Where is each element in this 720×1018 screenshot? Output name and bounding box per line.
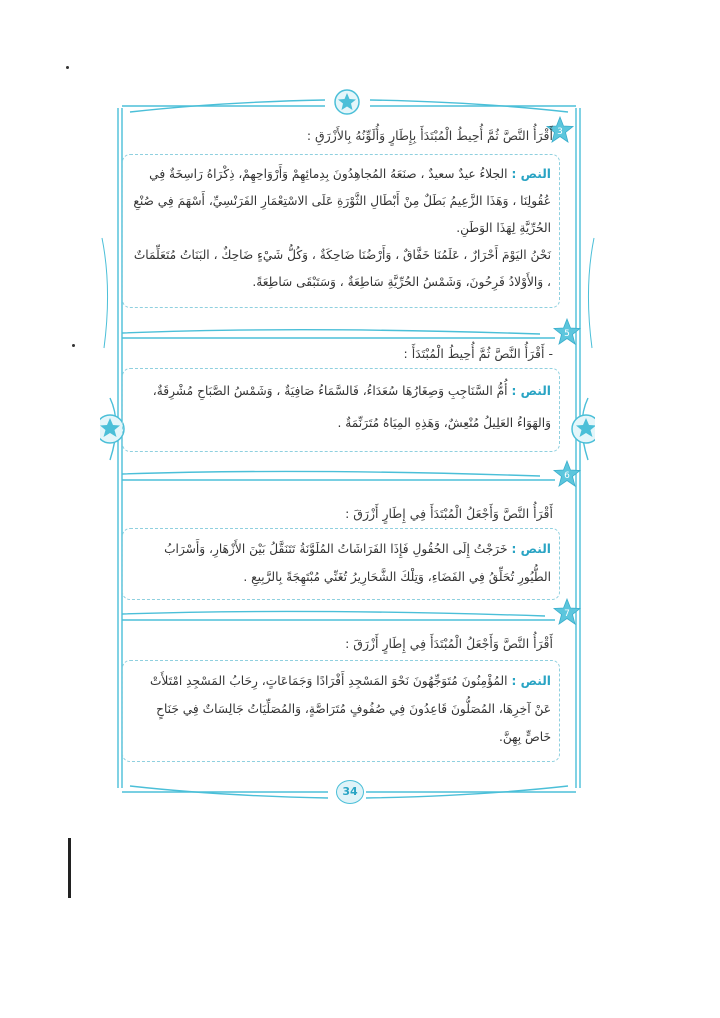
text-label: النص : — [511, 674, 551, 688]
paragraph: نَحْنُ اليَوْمَ أَحْرَارٌ ، عَلَمُنَا خَفَّاقٌ ، وَأَرْضُنَا ضَاحِكَةٌ ، وَكُلُّ شَيْءٍ ضَاحِكٌ ، البَنَاتُ مُتَعَلِّمَاتٌ ، وَالأَوْلادُ فَرِحُونَ، وَشَمْسُ الحُرِّيَّةِ سَاطِعَةٌ ، وَسَتَبْقَى سَاطِعَةً. — [133, 248, 551, 289]
exercise-number: 6 — [564, 471, 570, 481]
exercise-text-box — [122, 528, 560, 600]
exercise-text-box — [122, 154, 560, 308]
paragraph: المُؤْمِنُونَ مُتَوَجِّهُونَ نَحْوَ المَسْجِدِ أَفْرَادًا وَجَمَاعَاتٍ، رِحَابُ المَسْجِدِ امْتَلأَتْ عَنْ آخِرِهَا، المُصَلُّونَ قَاعِدُونَ فِي صُفُوفٍ مُتَرَاصَّةٍ، وَالمُصَلِّيَاتُ جَالِسَاتٌ فِي جَنَاحٍ خَاصٍّ بِهِنَّ. — [149, 674, 551, 744]
exercise-instruction: أَقْرَأُ النَّصَّ وَأَجْعَلُ الْمُبْتَدَأَ فِي إِطَارٍ أَزْرَقَ : — [345, 636, 553, 651]
exercise-instruction: - أَقْرَأُ النَّصَّ ثُمَّ أُحِيطُ الْمُبْتَدَأَ : — [403, 346, 553, 361]
exercise-number-star — [552, 318, 582, 348]
exercise-text-box — [122, 368, 560, 452]
text-label: النص : — [511, 542, 551, 556]
exercise-number-star — [552, 460, 582, 490]
exercise-number-star — [552, 598, 582, 628]
exercise-number: 5 — [564, 329, 570, 339]
paragraph: خَرَجْتُ إِلَى الحُقُولِ فَإِذَا الفَرَاشَاتُ المُلَوَّنَةُ تَتَنَقَّلُ بَيْنَ الأَزْهَارِ، وَأَسْرَابُ الطُّيُورِ تُحَلِّقُ فِي الفَضَاءِ، وَتِلْكَ الشَّحَارِيرُ تُغَنِّي مُبْتَهِجَةً بِالرَّبِيعِ . — [164, 542, 551, 584]
exercise-instruction: أَقْرَأُ النَّصَّ وَأَجْعَلُ الْمُبْتَدَأَ فِي إِطَارٍ أَزْرَقَ : — [345, 506, 553, 521]
right-star-medallion — [572, 415, 595, 443]
workbook-page — [100, 88, 595, 808]
scan-speck — [66, 66, 69, 69]
exercise-number: 7 — [564, 609, 570, 619]
scan-edge-mark — [68, 838, 71, 898]
paragraph: أُمُّ السَّنَاجِبِ وَصِغَارُهَا سُعَدَاءُ، فَالسَّمَاءُ صَافِيَةٌ ، وَشَمْسُ الصَّبَاحِ مُشْرِقَةٌ، وَالهَوَاءُ العَلِيلُ مُنْعِشٌ، وَهَذِهِ المِيَاهُ مُتَرَنِّمَةٌ . — [152, 384, 551, 430]
text-label: النص : — [511, 167, 551, 181]
exercise-instruction: أَقْرَأُ النَّصَّ ثُمَّ أُحِيطُ الْمُبْتَدَأَ بِإِطَارٍ وَأُلَوِّنُهُ بِالأَزْرَقِ : — [306, 128, 553, 143]
exercise-text-box — [122, 660, 560, 762]
scan-speck — [72, 344, 75, 347]
paragraph: الجلاءُ عيدٌ سعيدٌ ، صنَعَهُ المُجاهِدُونَ بِدِمائِهِمْ وَأَرْوَاحِهِمْ، ذِكْرَاهُ رَاسِخَةٌ فِي عُقُولِنَا ، وَهَذَا الزَّعِيمُ بَطَلٌ مِنْ أَبْطَالِ الثَّوْرَةِ عَلَى الاسْتِعْمَارِ الفَرَنْسِيِّ، أَسْهَمَ فِي صُنْعِ الحُرِّيَّةِ لِهَذَا الوَطَنِ. — [133, 167, 551, 235]
top-star-medallion — [335, 90, 359, 114]
exercise-number: 3 — [557, 127, 563, 137]
page-number: 34 — [336, 780, 364, 804]
text-label: النص : — [511, 384, 551, 398]
left-star-medallion — [100, 415, 124, 443]
